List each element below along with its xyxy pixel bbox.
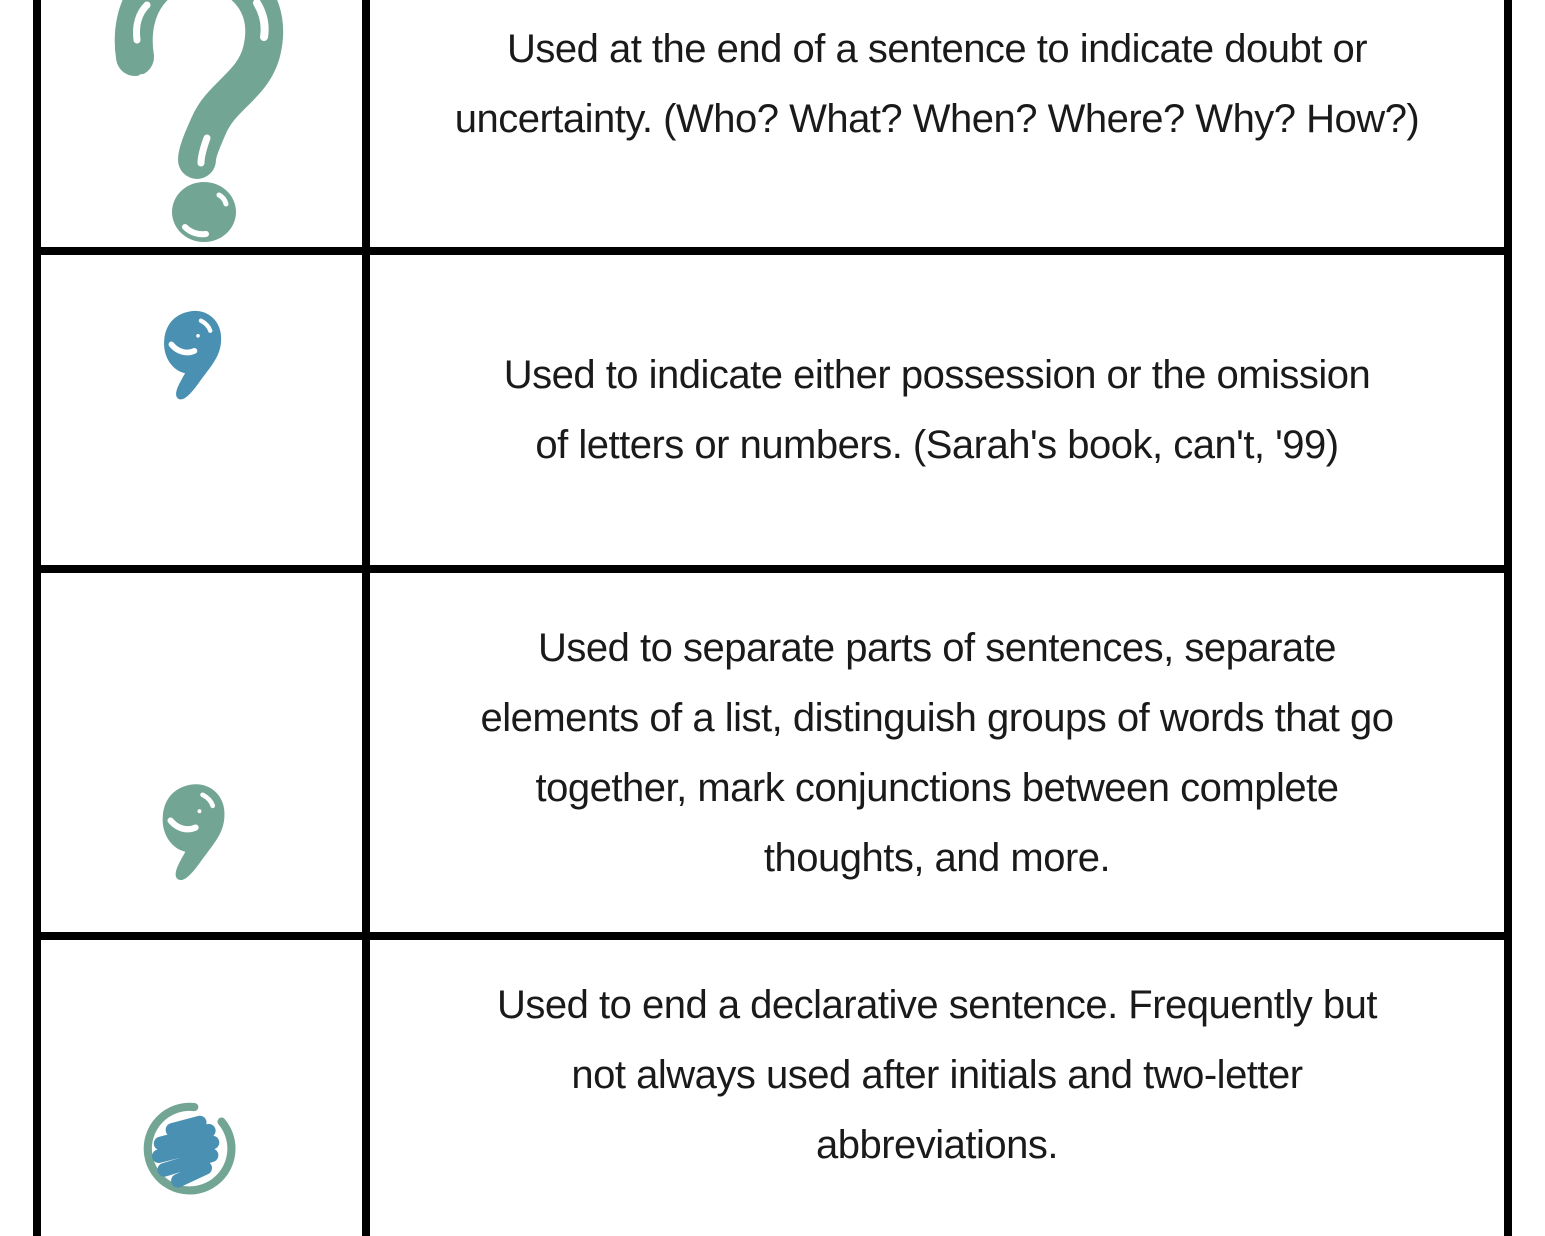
- symbol-cell: [41, 940, 370, 1236]
- table-row-comma: [41, 573, 1504, 940]
- description-line: elements of a list, distinguish groups of words that go: [480, 695, 1394, 740]
- description-line: together, mark conjunctions between complete: [535, 765, 1339, 810]
- description-line: thoughts, and more.: [763, 835, 1111, 880]
- comma-icon: [155, 780, 233, 897]
- symbol-cell: [41, 255, 370, 565]
- symbol-cell: [41, 0, 370, 247]
- description-cell: [370, 573, 1504, 932]
- description-line: not always used after initials and two-letter: [571, 1053, 1303, 1097]
- table-row-apostrophe: [41, 255, 1504, 573]
- description-line: Used to separate parts of sentences, separate: [538, 625, 1336, 670]
- description-line: abbreviations.: [815, 1123, 1059, 1167]
- symbol-cell: [41, 573, 370, 932]
- description-cell: [370, 0, 1504, 247]
- apostrophe-icon: [157, 307, 229, 415]
- description-line: of letters or numbers. (Sarah's book, can't, '99): [535, 423, 1339, 467]
- table-row-period: [41, 940, 1504, 1236]
- description-line: Used at the end of a sentence to indicate doubt or: [506, 27, 1368, 71]
- description-cell: [370, 940, 1504, 1236]
- description-line: Used to end a declarative sentence. Frequently but: [497, 983, 1377, 1027]
- table-row-question-mark: [41, 0, 1504, 255]
- punctuation-table: [33, 0, 1512, 1236]
- description-line: uncertainty. (Who? What? When? Where? Why? How?): [454, 97, 1420, 141]
- description-line: Used to indicate either possession or the omission: [503, 353, 1371, 397]
- period-icon: [137, 1098, 237, 1198]
- question-mark-icon: [107, 0, 287, 245]
- description-cell: [370, 255, 1504, 565]
